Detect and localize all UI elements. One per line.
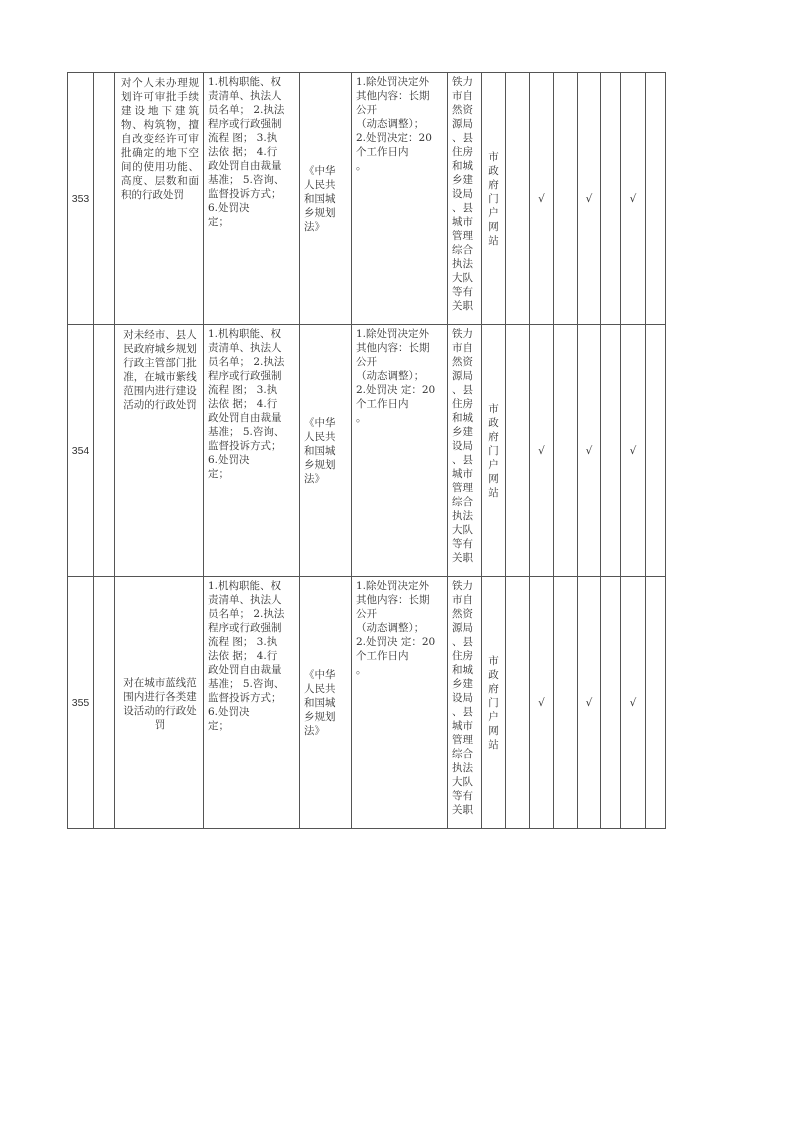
disclosure-subject: 铁力 市自 然资 源局 、县 住房 和城 乡建 设局 、县 城市 管理 综合 执法 大队 等有 关职	[448, 73, 482, 325]
blank-cell	[94, 325, 115, 577]
disclosure-channel: 市 政 府 门 户 网 站	[482, 73, 506, 325]
row-number: 354	[68, 325, 94, 577]
disclosure-subject: 铁力 市自 然资 源局 、县 住房 和城 乡建 设局 、县 城市 管理 综合 执法 大队 等有 关职	[448, 577, 482, 829]
check-cell: √	[578, 577, 601, 829]
check-cell	[601, 325, 621, 577]
disclosure-time-limit: 1.除处罚决定外 其他内容：长期 公开 （动态调整）； 2.处罚决定：20 个工作日内 。	[352, 73, 448, 325]
disclosure-item: 对个人未办理规划许可审批手续建设地下建筑物、构筑物，擅自改变经许可审批确定的地下空间的使用功能、高度、层数和面积的行政处罚	[115, 73, 204, 325]
blank-cell	[94, 73, 115, 325]
disclosure-item: 对在城市蓝线范围内进行各类建设活动的行政处罚	[115, 577, 204, 829]
disclosure-time-limit: 1.除处罚决定外 其他内容：长期 公开 （动态调整）； 2.处罚决 定：20 个工作日内 。	[352, 325, 448, 577]
disclosure-content: 1.机构职能、权 责清单、执法人 员名单； 2.执法 程序或行政强制 流程 图； 3.执 法依 据； 4.行 政处罚自由裁量 基准； 5.咨询、 监督投诉方式； 6.处罚决 定；	[204, 577, 300, 829]
disclosure-content: 1.机构职能、权 责清单、执法人 员名单； 2.执法 程序或行政强制 流程 图； 3.执 法依 据； 4.行 政处罚自由裁量 基准； 5.咨询、 监督投诉方式； 6.处罚决 定；	[204, 325, 300, 577]
check-cell: √	[621, 325, 646, 577]
table-row	[68, 577, 666, 829]
check-cell	[554, 577, 578, 829]
disclosure-content: 1.机构职能、权 责清单、执法人 员名单； 2.执法 程序或行政强制 流程 图； 3.执 法依 据； 4.行 政处罚自由裁量 基准； 5.咨询、 监督投诉方式； 6.处罚决 定；	[204, 73, 300, 325]
disclosure-subject: 铁力 市自 然资 源局 、县 住房 和城 乡建 设局 、县 城市 管理 综合 执法 大队 等有 关职	[448, 325, 482, 577]
row-number: 353	[68, 73, 94, 325]
check-cell	[601, 577, 621, 829]
check-cell: √	[530, 577, 554, 829]
check-cell	[554, 73, 578, 325]
disclosure-basis: 《中华 人民共 和国城 乡规划 法》	[300, 577, 352, 829]
check-cell: √	[621, 73, 646, 325]
check-cell	[506, 73, 530, 325]
check-cell: √	[578, 325, 601, 577]
row-number: 355	[68, 577, 94, 829]
check-cell	[646, 73, 666, 325]
table-row	[68, 73, 666, 325]
check-cell: √	[530, 73, 554, 325]
check-cell	[646, 577, 666, 829]
check-cell: √	[578, 73, 601, 325]
check-cell	[554, 325, 578, 577]
disclosure-basis: 《中华 人民共 和国城 乡规划 法》	[300, 325, 352, 577]
check-cell: √	[621, 577, 646, 829]
check-cell	[506, 325, 530, 577]
disclosure-time-limit: 1.除处罚决定外 其他内容：长期 公开 （动态调整）； 2.处罚决 定：20 个工作日内 。	[352, 577, 448, 829]
disclosure-table	[67, 72, 666, 829]
disclosure-basis: 《中华 人民共 和国城 乡规划 法》	[300, 73, 352, 325]
disclosure-channel: 市 政 府 门 户 网 站	[482, 325, 506, 577]
check-cell: √	[530, 325, 554, 577]
check-cell	[506, 577, 530, 829]
disclosure-channel: 市 政 府 门 户 网 站	[482, 577, 506, 829]
table-row	[68, 325, 666, 577]
check-cell	[646, 325, 666, 577]
disclosure-item: 对未经市、县人民政府城乡规划行政主管部门批准，在城市紫线范围内进行建设活动的行政处罚	[115, 325, 204, 577]
check-cell	[601, 73, 621, 325]
blank-cell	[94, 577, 115, 829]
